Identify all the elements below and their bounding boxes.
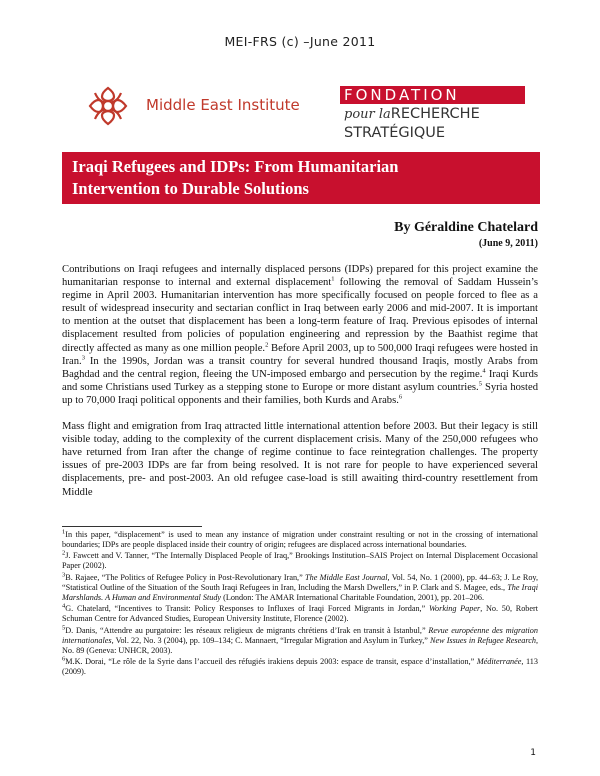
footnote-rule: [62, 526, 202, 527]
footnote-5-series: New Issues in Refugee Research: [430, 635, 536, 645]
footnote-ref-3: 3: [81, 354, 85, 362]
paragraph-1: [62, 263, 538, 407]
footnote-6-journal: Méditerranée: [476, 657, 522, 667]
frs-logo: [340, 86, 525, 146]
footnote-4-series: Working Paper: [428, 604, 481, 614]
mei-emblem-icon: [86, 84, 130, 128]
article-title: [72, 156, 532, 200]
article-date: (June 9, 2011): [478, 238, 538, 249]
paragraph-2: Mass flight and emigration from Iraq attracted little international attention before 2003. But their legacy is still visible today, adding to the complexity of the current displacement crisis. Many of the 250,000 refugees who have returned from Iran after the change of regime continue to face reintegration challenges. The property issues of pre-2003 IDPs are far from being resolved. It is not rare for people to have experienced several displacements, pre- and post-2003. An old refugee case-load is still awaiting third-country resettlement from Middle: [62, 421, 538, 498]
footnote-2-text: J. Fawcett and V. Tanner, “The Internally Displaced People of Iraq,” Brookings Institution–SAIS Project on Internal Displacement Occasional Paper (2002).: [62, 551, 538, 571]
frs-recherche: RECHERCHE: [390, 106, 480, 122]
footnote-3: [62, 573, 538, 603]
p1-text-e: Iraqi Kurds and some Christians used Turkey as a stepping stone to Europe or more distant asylum countries.: [62, 368, 538, 393]
footnote-4-text-a: G. Chatelard, “Incentives to Transit: Policy Responses to Influxes of Iraqi Forced Migrants in Jordan,”: [65, 604, 429, 614]
mei-name: Middle East Institute: [146, 96, 300, 114]
title-line-2: Intervention to Durable Solutions: [72, 179, 309, 198]
footnote-mark-2: 2: [62, 549, 66, 557]
footnote-2: [62, 551, 538, 571]
footnote-1: [62, 530, 538, 550]
footnote-5-text-c: , Vol. 22, No. 3 (2004), pp. 109–134; C. Mannaert, “Irregular Migration and Asylum in Turkey,”: [111, 635, 431, 645]
p1-text-d: In the 1990s, Jordan was a transit country for several hundred thousand Iraqis, mostly Arabs from Baghdad and the central region, fleeing the UN-imposed embargo and persecution by the regime.: [62, 355, 538, 380]
footnote-3-text-e: (London: The AMAR International Charitable Foundation, 2001), pp. 201–206.: [221, 592, 484, 602]
p1-text-f: Syria hosted up to 70,000 Iraqi political opponents and their families, both Kurds and Arabs.: [62, 381, 538, 406]
p1-text-a: Contributions on Iraqi refugees and internally displaced persons (IDPs) prepared for this project examine the humanitarian response to internal and external displacement: [62, 264, 538, 289]
title-band: [62, 152, 540, 204]
page-number: 1: [530, 748, 536, 758]
footnote-4: [62, 604, 538, 624]
footnote-5-text-e: , No. 89 (Geneva: UNHCR, 2003).: [62, 635, 538, 655]
frs-strategique: STRATÉGIQUE: [344, 125, 446, 141]
footnote-5-text-a: D. Danis, “Attendre au purgatoire: les réseaux religieux de migrants chrétiens d’Irak en transit à Istanbul,”: [65, 625, 429, 635]
frs-pour-la: pour la: [344, 107, 391, 122]
footnote-3-text-a: B. Rajaee, “The Politics of Refugee Policy in Post-Revolutionary Iran,”: [65, 572, 306, 582]
footnote-ref-6: 6: [398, 393, 403, 401]
footnote-mark-6: 6: [62, 655, 66, 663]
footnote-3-text-c: , Vol. 54, No. 1 (2000), pp. 44–63; J. Le Roy, “Statistical Outline of the Situation of the South Iraqi Refugees in Iran, Including the Marsh Dwellers,” in P. Clark and S. Magee, eds.,: [62, 572, 539, 592]
footnotes: [62, 530, 538, 678]
footnote-ref-4: 4: [482, 367, 486, 375]
byline: By Géraldine Chatelard: [394, 220, 538, 235]
footnote-5-journal: Revue européenne des migration internationales: [62, 625, 538, 645]
footnote-ref-5: 5: [478, 380, 482, 388]
footnote-5: [62, 623, 538, 656]
footnote-6-text-c: , 113 (2009).: [62, 657, 538, 677]
title-line-1: Iraqi Refugees and IDPs: From Humanitarian: [72, 157, 399, 176]
p1-text-b: following the removal of Saddam Hussein’s regime in April 2003. Humanitarian intervention has more specifically focused on people forced to flee as a result of widespread insecurity and sectarian conflict in Iraq between early 2006 and mid-2007. It is important to mention at the outset that displacement has been a long-term feature of Iraq. Previous episodes of internal displacement resulted from policies of population engineering and repression by the Baathist regime that directly affected as many as one million people.: [62, 277, 538, 354]
article-body: [62, 263, 538, 512]
mei-logo: [86, 84, 356, 128]
footnote-ref-1: 1: [331, 275, 335, 283]
running-head: MEI-FRS (c) –June 2011: [224, 34, 376, 49]
footnote-6: [62, 657, 538, 677]
footnote-3-journal: The Middle East Journal: [305, 572, 388, 582]
footnote-mark-3: 3: [62, 571, 66, 579]
footnote-mark-5: 5: [62, 623, 66, 631]
footnote-4-text-c: , No. 50, Robert Schuman Centre for Advanced Studies, European University Institute, Florence (2002).: [62, 604, 539, 624]
footnote-1-text: In this paper, “displacement” is used to mean any instance of migration under constraint resulting or not in the crossing of international boundaries; IDPs are people displaced inside their country of origin; refugees are displaced across international boundaries.: [62, 530, 538, 550]
frs-line2: [344, 105, 480, 124]
p1-text-c: Before April 2003, up to 500,000 Iraqi refugees were hosted in Iran.: [62, 342, 539, 367]
footnote-3-book: The Iraqi Marshlands. A Human and Environmental Study: [62, 582, 538, 602]
footnote-mark-4: 4: [62, 602, 66, 610]
frs-fondation: FONDATION: [344, 86, 460, 104]
footnote-mark-1: 1: [62, 528, 66, 536]
footnote-ref-2: 2: [265, 341, 269, 349]
footnote-6-text-a: M.K. Dorai, “Le rôle de la Syrie dans l’accueil des réfugiés irakiens depuis 2003: espace de transit, espace d’installation,”: [65, 657, 477, 667]
